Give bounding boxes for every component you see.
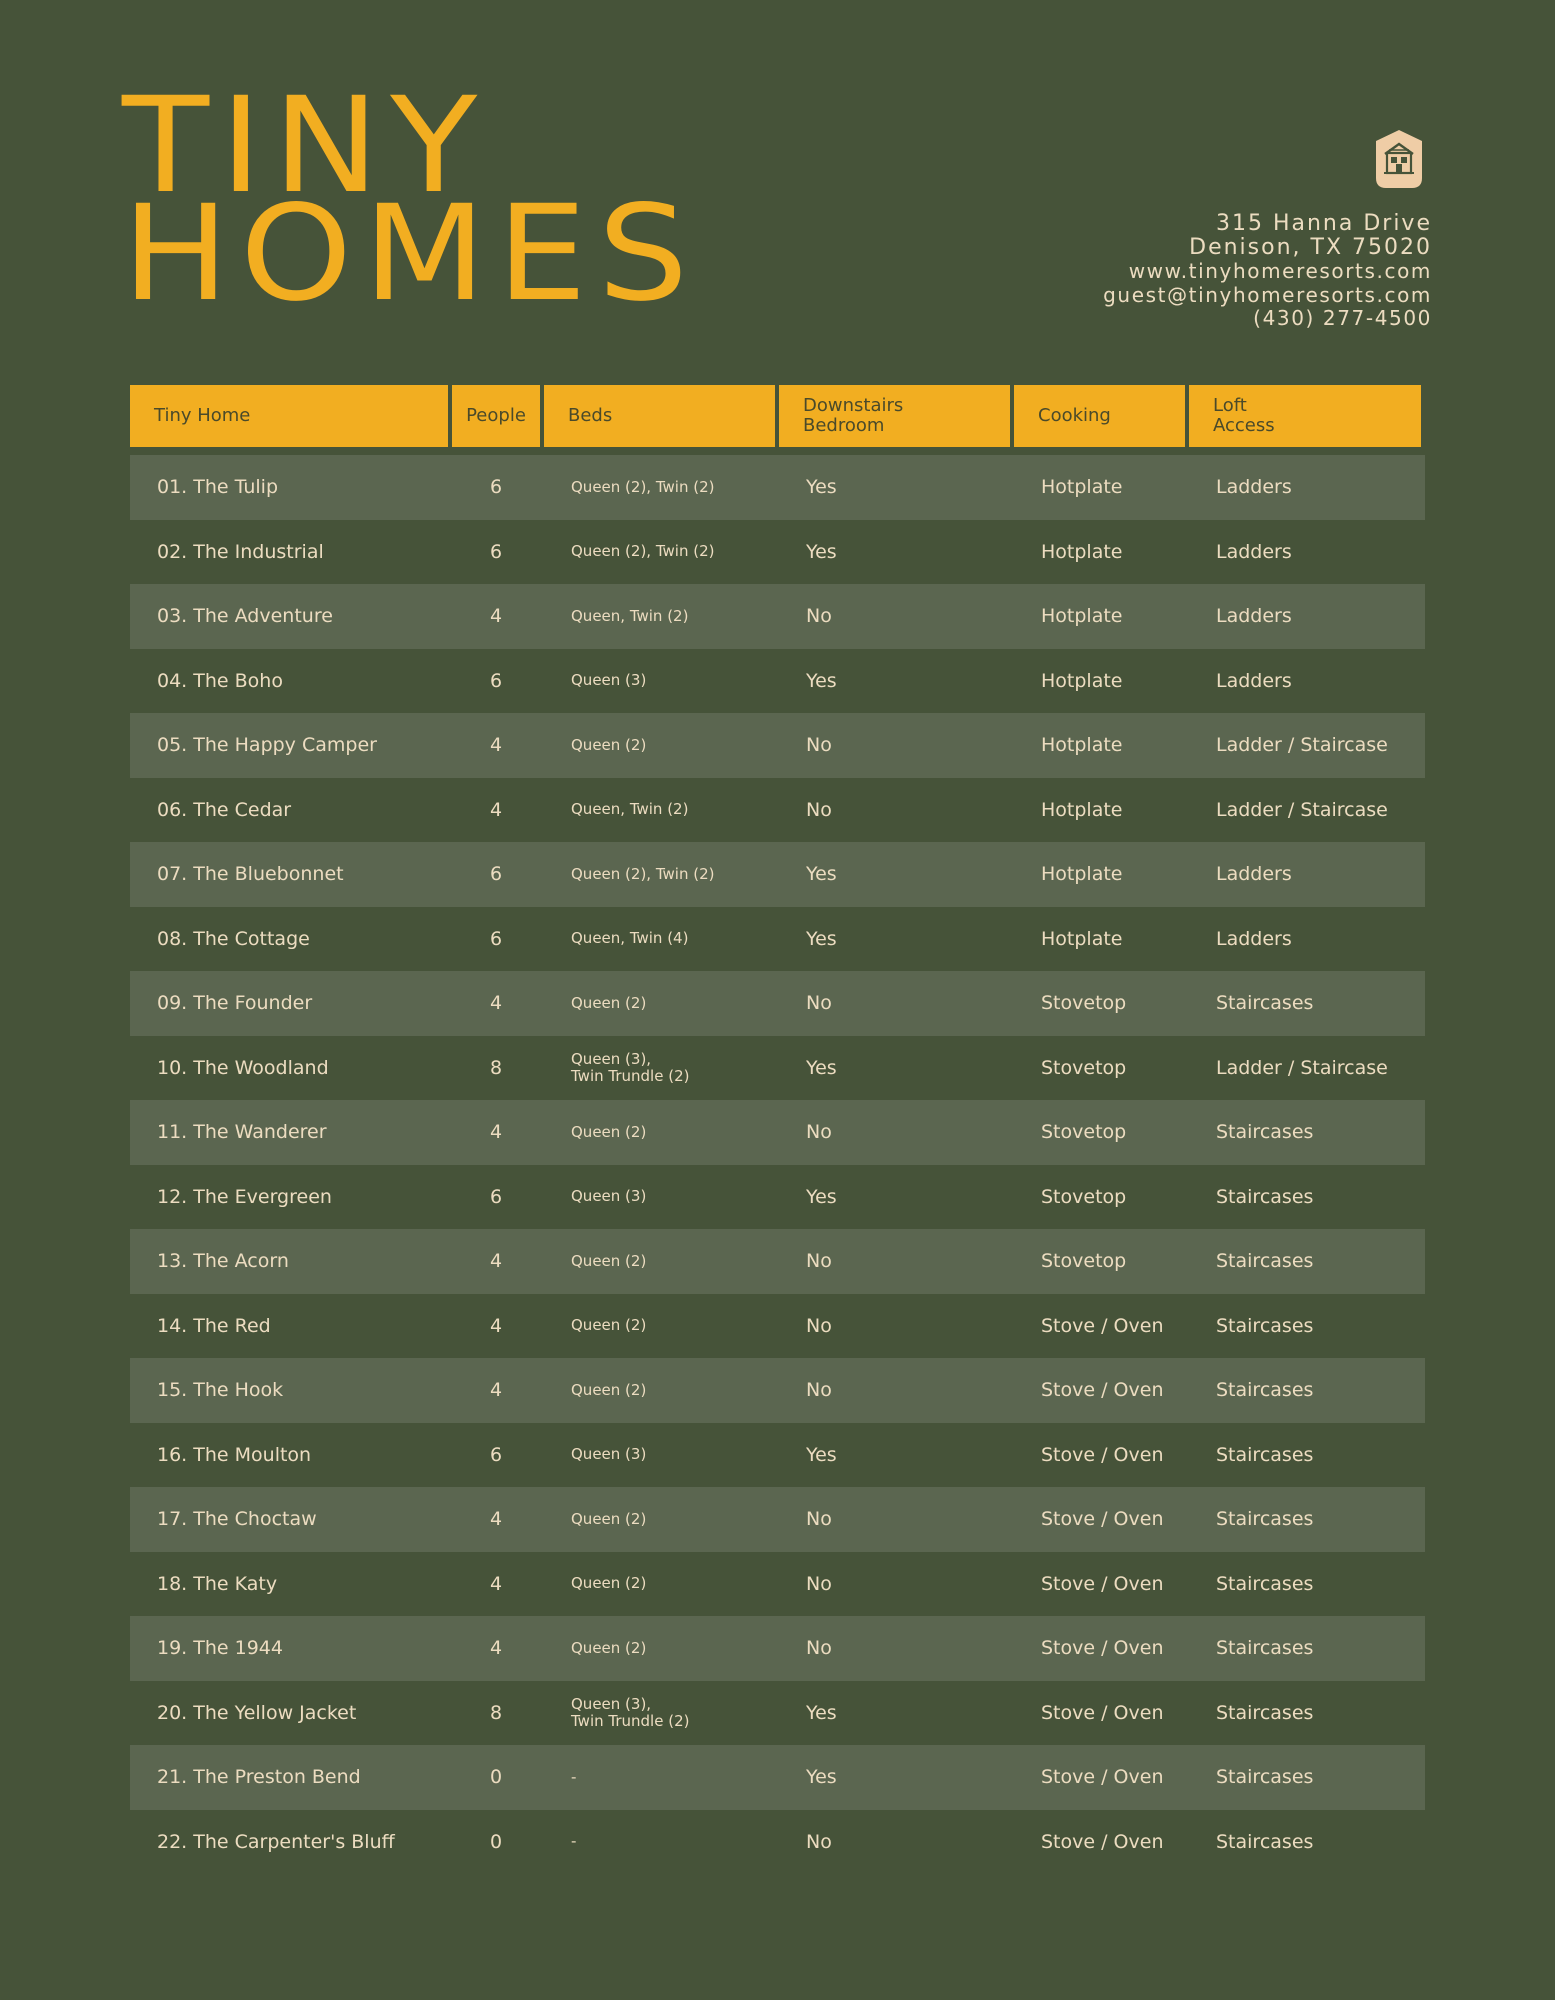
cell-beds: Queen (2) [571, 1122, 647, 1141]
table-row [130, 1745, 1425, 1810]
cell-home-name: 10. The Woodland [157, 1056, 329, 1079]
cell-people-count: 0 [489, 1830, 503, 1853]
cell-home-name: 21. The Preston Bend [157, 1766, 361, 1789]
cell-beds: Queen (2) [571, 1574, 647, 1593]
cell-beds: Queen (2) [571, 1380, 647, 1399]
cell-beds: Queen (3), Twin Trundle (2) [571, 1049, 690, 1085]
header-downstairs-bedroom: Downstairs Bedroom [779, 385, 1010, 447]
cell-downstairs-bedroom: Yes [806, 1766, 837, 1789]
cell-beds: - [571, 1832, 577, 1851]
header-people: People [452, 385, 540, 447]
address-line-1: 315 Hanna Drive [1215, 211, 1432, 236]
cell-home-name: 17. The Choctaw [157, 1508, 317, 1531]
cell-home-name: 13. The Acorn [157, 1250, 289, 1273]
cell-cooking: Stovetop [1041, 1185, 1127, 1208]
phone-number[interactable]: (430) 277-4500 [1253, 306, 1432, 330]
cell-people-count: 4 [489, 605, 503, 628]
table-row [130, 907, 1425, 972]
cell-cooking: Stove / Oven [1041, 1508, 1164, 1531]
cell-cooking: Hotplate [1041, 476, 1123, 499]
table-header [130, 385, 1425, 447]
cell-cooking: Stove / Oven [1041, 1637, 1164, 1660]
table-row [130, 1552, 1425, 1617]
table-row [130, 1229, 1425, 1294]
cell-people-count: 4 [489, 734, 503, 757]
contact-info [1103, 212, 1432, 331]
table-row [130, 1810, 1425, 1875]
cell-home-name: 09. The Founder [157, 992, 313, 1015]
cell-loft-access: Staircases [1216, 1250, 1314, 1273]
cell-loft-access: Staircases [1216, 1766, 1314, 1789]
cell-beds: Queen, Twin (2) [571, 606, 689, 625]
cell-people-count: 8 [489, 1056, 503, 1079]
cell-loft-access: Ladders [1216, 927, 1292, 950]
cell-people-count: 8 [489, 1701, 503, 1724]
cell-downstairs-bedroom: Yes [806, 1185, 837, 1208]
cell-loft-access: Staircases [1216, 1508, 1314, 1531]
cell-cooking: Stovetop [1041, 1250, 1127, 1273]
table-row [130, 1487, 1425, 1552]
cell-cooking: Stove / Oven [1041, 1379, 1164, 1402]
cell-cooking: Hotplate [1041, 927, 1123, 950]
cell-downstairs-bedroom: No [806, 1250, 832, 1273]
cell-loft-access: Staircases [1216, 1379, 1314, 1402]
cell-people-count: 4 [489, 1637, 503, 1660]
cell-downstairs-bedroom: No [806, 1379, 832, 1402]
cell-home-name: 15. The Hook [157, 1379, 284, 1402]
table-row [130, 1165, 1425, 1230]
cell-loft-access: Staircases [1216, 1314, 1314, 1337]
cell-home-name: 03. The Adventure [157, 605, 333, 628]
cell-cooking: Stove / Oven [1041, 1830, 1164, 1853]
cell-downstairs-bedroom: No [806, 1830, 832, 1853]
cell-loft-access: Staircases [1216, 1701, 1314, 1724]
cell-beds: Queen (3), Twin Trundle (2) [571, 1694, 690, 1730]
cell-beds: Queen (2), Twin (2) [571, 542, 715, 561]
cell-cooking: Stove / Oven [1041, 1701, 1164, 1724]
cell-cooking: Hotplate [1041, 540, 1123, 563]
cell-downstairs-bedroom: Yes [806, 669, 837, 692]
cell-home-name: 22. The Carpenter's Bluff [157, 1830, 395, 1853]
cell-cooking: Hotplate [1041, 734, 1123, 757]
cell-loft-access: Staircases [1216, 1443, 1314, 1466]
cell-home-name: 14. The Red [157, 1314, 271, 1337]
header-loft-access: Loft Access [1189, 385, 1421, 447]
cell-beds: Queen, Twin (4) [571, 929, 689, 948]
cell-downstairs-bedroom: Yes [806, 540, 837, 563]
table-row [130, 713, 1425, 778]
cell-loft-access: Staircases [1216, 1637, 1314, 1660]
cell-home-name: 06. The Cedar [157, 798, 292, 821]
cell-downstairs-bedroom: No [806, 992, 832, 1015]
cell-people-count: 4 [489, 1508, 503, 1531]
cell-cooking: Stove / Oven [1041, 1314, 1164, 1337]
cell-home-name: 01. The Tulip [157, 476, 279, 499]
cell-beds: Queen (3) [571, 671, 647, 690]
header-cooking: Cooking [1014, 385, 1185, 447]
cell-loft-access: Staircases [1216, 1185, 1314, 1208]
cell-beds: Queen (2) [571, 1509, 647, 1528]
cell-cooking: Stove / Oven [1041, 1766, 1164, 1789]
cell-home-name: 18. The Katy [157, 1572, 278, 1595]
cell-people-count: 4 [489, 992, 503, 1015]
cell-cooking: Stovetop [1041, 1056, 1127, 1079]
cell-loft-access: Staircases [1216, 1572, 1314, 1595]
table-row [130, 1036, 1425, 1101]
cell-downstairs-bedroom: No [806, 1314, 832, 1337]
cell-downstairs-bedroom: Yes [806, 1056, 837, 1079]
cell-home-name: 11. The Wanderer [157, 1121, 327, 1144]
header-beds: Beds [544, 385, 775, 447]
cell-cooking: Stove / Oven [1041, 1443, 1164, 1466]
cell-loft-access: Ladder / Staircase [1216, 1056, 1388, 1079]
cell-beds: Queen (2) [571, 1638, 647, 1657]
cell-home-name: 07. The Bluebonnet [157, 863, 344, 886]
cell-loft-access: Ladders [1216, 540, 1292, 563]
tiny-homes-table [130, 385, 1425, 1874]
table-body [130, 455, 1425, 1874]
cell-beds: Queen, Twin (2) [571, 800, 689, 819]
cell-downstairs-bedroom: No [806, 1121, 832, 1144]
cell-home-name: 20. The Yellow Jacket [157, 1701, 357, 1724]
cell-home-name: 02. The Industrial [157, 540, 324, 563]
email-link[interactable]: guest@tinyhomeresorts.com [1103, 282, 1432, 307]
cell-cooking: Hotplate [1041, 669, 1123, 692]
cell-downstairs-bedroom: No [806, 1572, 832, 1595]
table-row [130, 584, 1425, 649]
title-line-1: TINY [122, 69, 489, 223]
cell-home-name: 12. The Evergreen [157, 1185, 332, 1208]
cell-downstairs-bedroom: No [806, 605, 832, 628]
cell-people-count: 4 [489, 1314, 503, 1337]
cell-beds: Queen (2) [571, 993, 647, 1012]
table-row [130, 520, 1425, 585]
cell-downstairs-bedroom: Yes [806, 1701, 837, 1724]
table-row [130, 778, 1425, 843]
cell-beds: Queen (2), Twin (2) [571, 477, 715, 496]
cell-loft-access: Ladders [1216, 476, 1292, 499]
cell-loft-access: Staircases [1216, 1830, 1314, 1853]
table-row [130, 971, 1425, 1036]
table-row [130, 1423, 1425, 1488]
cell-downstairs-bedroom: No [806, 1637, 832, 1660]
cell-beds: - [571, 1767, 577, 1786]
cell-loft-access: Staircases [1216, 992, 1314, 1015]
cell-people-count: 6 [489, 1185, 503, 1208]
cell-people-count: 4 [489, 1572, 503, 1595]
cell-beds: Queen (2) [571, 1251, 647, 1270]
table-row [130, 455, 1425, 520]
table-row [130, 1358, 1425, 1423]
website-link[interactable]: www.tinyhomeresorts.com [1128, 259, 1432, 283]
cell-home-name: 19. The 1944 [157, 1637, 283, 1660]
cell-cooking: Stove / Oven [1041, 1572, 1164, 1595]
cell-people-count: 6 [489, 863, 503, 886]
cell-home-name: 16. The Moulton [157, 1443, 312, 1466]
table-row [130, 842, 1425, 907]
cell-home-name: 08. The Cottage [157, 927, 310, 950]
table-row [130, 1100, 1425, 1165]
cell-beds: Queen (2) [571, 735, 647, 754]
cell-beds: Queen (3) [571, 1445, 647, 1464]
cell-cooking: Hotplate [1041, 605, 1123, 628]
cell-people-count: 6 [489, 1443, 503, 1466]
cell-downstairs-bedroom: No [806, 798, 832, 821]
cell-loft-access: Ladders [1216, 605, 1292, 628]
cell-people-count: 0 [489, 1766, 503, 1789]
cell-people-count: 6 [489, 927, 503, 950]
address-line-2: Denison, TX 75020 [1189, 235, 1432, 260]
cell-cooking: Hotplate [1041, 863, 1123, 886]
cell-beds: Queen (2) [571, 1316, 647, 1335]
cell-loft-access: Staircases [1216, 1121, 1314, 1144]
cell-people-count: 6 [489, 540, 503, 563]
cell-downstairs-bedroom: Yes [806, 476, 837, 499]
cell-cooking: Hotplate [1041, 798, 1123, 821]
cell-loft-access: Ladders [1216, 863, 1292, 886]
cell-beds: Queen (2), Twin (2) [571, 864, 715, 883]
house-badge-icon [1373, 128, 1425, 190]
table-row [130, 649, 1425, 714]
cell-downstairs-bedroom: Yes [806, 863, 837, 886]
cell-downstairs-bedroom: Yes [806, 927, 837, 950]
cell-people-count: 4 [489, 1379, 503, 1402]
cell-people-count: 4 [489, 798, 503, 821]
cell-cooking: Stovetop [1041, 992, 1127, 1015]
title-line-2: HOMES [122, 177, 699, 331]
cell-cooking: Stovetop [1041, 1121, 1127, 1144]
cell-people-count: 6 [489, 476, 503, 499]
cell-loft-access: Ladders [1216, 669, 1292, 692]
cell-downstairs-bedroom: Yes [806, 1443, 837, 1466]
table-row [130, 1294, 1425, 1359]
cell-loft-access: Ladder / Staircase [1216, 798, 1388, 821]
cell-people-count: 6 [489, 669, 503, 692]
cell-home-name: 04. The Boho [157, 669, 283, 692]
cell-people-count: 4 [489, 1250, 503, 1273]
cell-home-name: 05. The Happy Camper [157, 734, 377, 757]
cell-downstairs-bedroom: No [806, 734, 832, 757]
table-row [130, 1681, 1425, 1746]
cell-downstairs-bedroom: No [806, 1508, 832, 1531]
cell-people-count: 4 [489, 1121, 503, 1144]
table-row [130, 1616, 1425, 1681]
cell-loft-access: Ladder / Staircase [1216, 734, 1388, 757]
page-title [122, 69, 699, 331]
cell-beds: Queen (3) [571, 1187, 647, 1206]
header-tiny-home: Tiny Home [130, 385, 448, 447]
